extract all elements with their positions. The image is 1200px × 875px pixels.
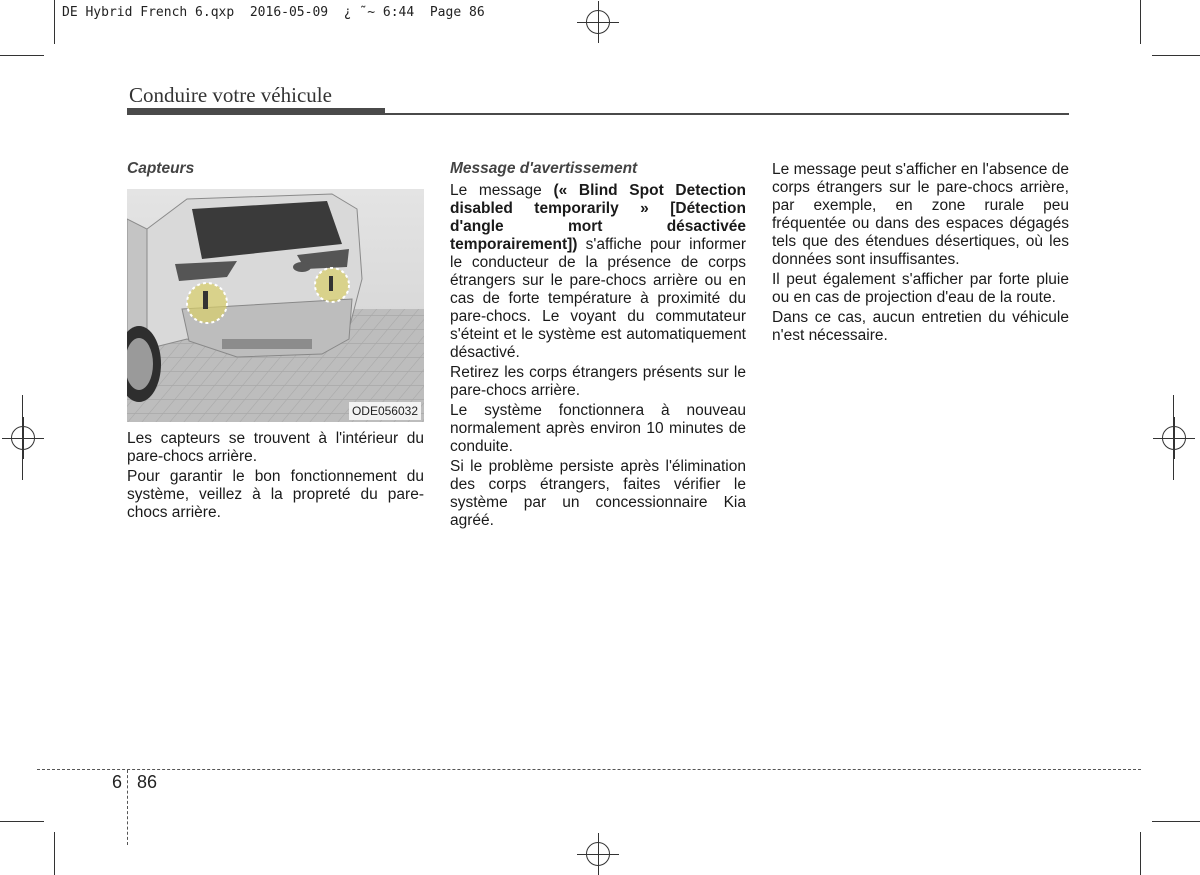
paragraph: Les capteurs se trouvent à l'intérieur du pare-chocs arrière. <box>127 430 424 465</box>
registration-mark-right <box>1162 426 1186 450</box>
registration-mark-top <box>586 10 610 34</box>
crop-mark <box>1140 0 1141 44</box>
crop-mark <box>54 0 55 44</box>
section-title: Conduire votre véhicule <box>129 83 332 107</box>
crop-mark <box>0 55 44 56</box>
column-3 <box>772 161 1069 347</box>
figure-code: ODE056032 <box>349 402 421 420</box>
paragraph: Le système fonctionnera à nouveau normalement après environ 10 minutes de conduite. <box>450 402 746 455</box>
crop-mark <box>1152 55 1200 56</box>
text: Le message <box>450 182 554 199</box>
column-1 <box>127 160 424 524</box>
column-2 <box>450 160 746 532</box>
crop-mark <box>0 821 44 822</box>
page-number-value: 86 <box>137 772 158 792</box>
page-number <box>112 772 157 793</box>
heading-capteurs: Capteurs <box>127 160 195 177</box>
paragraph-warning-message <box>450 182 746 362</box>
car-rear-sensors-illustration <box>127 189 424 422</box>
text: s'affiche pour informer le conducteur de la présence de corps étrangers sur le pare-chocs arrière ou en cas de forte température à proximité du pare-chocs. Le voyant du commutateur s'éteint et le système est automatiquement désactivé. <box>450 236 746 361</box>
registration-mark-bottom <box>586 842 610 866</box>
heading-message-avertissement: Message d'avertissement <box>450 160 638 177</box>
paragraph: Retirez les corps étrangers présents sur le pare-chocs arrière. <box>450 364 746 399</box>
chapter-number: 6 <box>112 772 123 792</box>
registration-line <box>1173 395 1174 480</box>
crop-mark <box>54 832 55 875</box>
paragraph: Si le problème persiste après l'élimination des corps étrangers, faites vérifier le système par un concessionnaire Kia agréé. <box>450 458 746 529</box>
registration-line <box>22 395 23 480</box>
warning-message-text: (« Blind Spot Detection disabled temporarily » [Détection d'angle mort désactivée temporairement]) <box>450 182 747 253</box>
paragraph: Pour garantir le bon fonctionnement du système, veillez à la propreté du pare-chocs arrière. <box>127 468 424 521</box>
paragraph: Dans ce cas, aucun entretien du véhicule n'est nécessaire. <box>772 309 1069 344</box>
footer-rule <box>37 769 1141 770</box>
car-illustration-svg <box>127 189 424 422</box>
crop-mark <box>1140 832 1141 875</box>
registration-mark-left <box>11 426 35 450</box>
paragraph: Il peut également s'afficher par forte pluie ou en cas de projection d'eau de la route. <box>772 271 1069 306</box>
paragraph: Le message peut s'afficher en l'absence de corps étrangers sur le pare-chocs arrière, par exemple, en zone rurale peu fréquentée ou dans des espaces dégagés tels que des étendues désertiques, où les données sont insuffisantes. <box>772 161 1069 268</box>
print-header: DE Hybrid French 6.qxp 2016-05-09 ¿ ˜~ 6:44 Page 86 <box>62 5 485 20</box>
crop-mark <box>1152 821 1200 822</box>
title-rule-thin <box>385 113 1069 115</box>
title-rule-thick <box>127 108 385 115</box>
